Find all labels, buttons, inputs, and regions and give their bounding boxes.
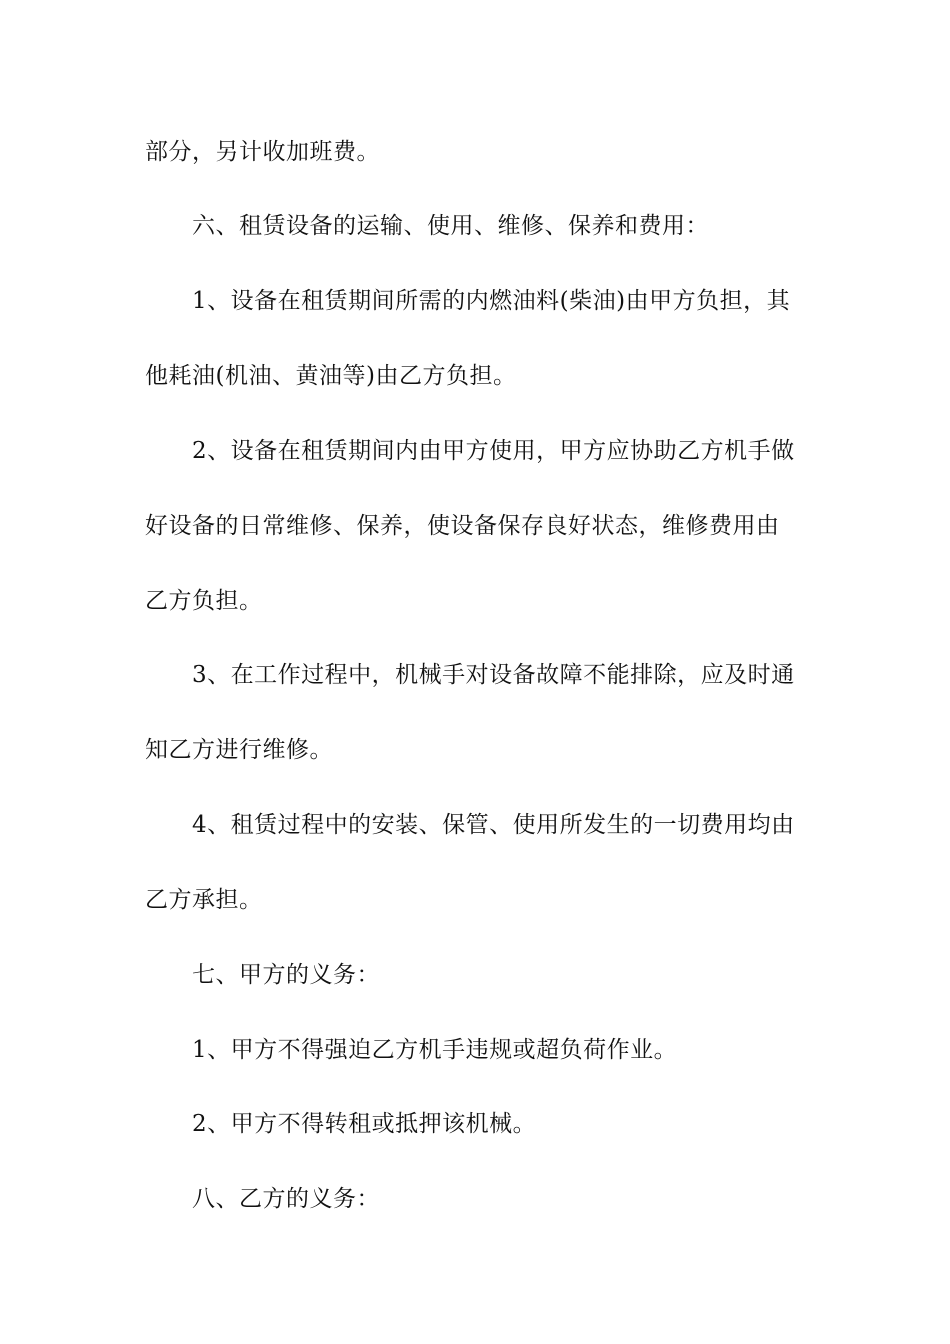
clause-6-2-line-1: 2、设备在租赁期间内由甲方使用，甲方应协助乙方机手做 [192,438,795,464]
clause-6-1-line-2: 他耗油(机油、黄油等)由乙方负担。 [145,363,517,389]
clause-6-3-line-2: 知乙方进行维修。 [145,737,333,763]
clause-7-1: 1、甲方不得强迫乙方机手违规或超负荷作业。 [192,1037,678,1063]
section-heading-7: 七、甲方的义务： [192,962,380,988]
section-heading-8: 八、乙方的义务： [192,1186,380,1212]
clause-6-3-line-1: 3、在工作过程中，机械手对设备故障不能排除，应及时通 [192,662,795,688]
section-heading-6: 六、租赁设备的运输、使用、维修、保养和费用： [192,213,709,239]
clause-6-2-line-2: 好设备的日常维修、保养，使设备保存良好状态，维修费用由 [145,513,780,539]
clause-6-4-line-2: 乙方承担。 [145,887,263,913]
clause-6-2-line-3: 乙方负担。 [145,588,263,614]
clause-7-2: 2、甲方不得转租或抵押该机械。 [192,1111,537,1137]
clause-6-4-line-1: 4、租赁过程中的安装、保管、使用所发生的一切费用均由 [192,812,795,838]
clause-6-1-line-1: 1、设备在租赁期间所需的内燃油料(柴油)由甲方负担，其 [192,288,791,314]
text-line-continuation: 部分，另计收加班费。 [145,139,380,165]
